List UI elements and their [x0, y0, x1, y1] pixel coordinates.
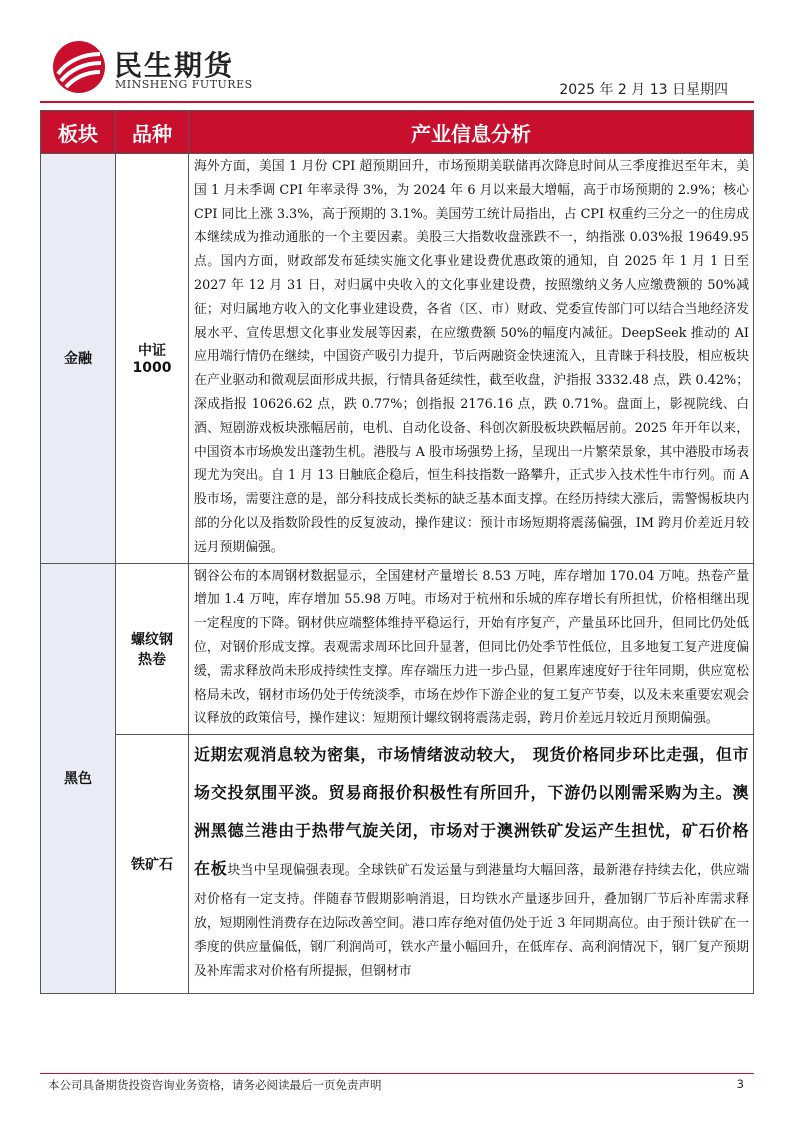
analysis-cell: 海外方面，美国 1 月份 CPI 超预期回升，市场预期美联储再次降息时间从三季度推迟至年末，美国 1 月未季调 CPI 年率录得 3%，为 2024 年 6 月以来最大增幅，高于市场预期的 2.9%；核心 CPI 同比上涨 3.3%，高于预期的 3.1%。美国劳工统计局指出，占 CPI 权重约三分之一的住房成本继续成为推动通胀的一个主要因素。美股三大指数收盘涨跌不一，纳指涨 0.03%报 19649.95 点。国内方面，财政部发布延续实施文化事业建设费优惠政策的通知，自 2025 年 1 月 1 日至 2027 年 12 月 31 日，对归属中央收入的文化事业建设费，按照缴纳义务人应缴费额的 50%减征；对归属地方收入的文化事业建设费，各省（区、市）财政、党委宣传部门可以结合当地经济发展水平、宣传思想文化事业发展等因素，在应缴费额 50%的幅度内减征。DeepSeek 推动的 AI 应用端行情仍在继续，中国资产吸引力提升，节后两融资金快速流入，且青睐于科技股，相应板块在产业驱动和微观层面形成共振，行情具备延续性，截至收盘，沪指报 3332.48 点，跌 0.42%；深成指报 10626.62 点，跌 0.77%；创指报 2176.16 点，跌 0.71%。盘面上，影视院线、白酒、短剧游戏板块涨幅居前，电机、自动化设备、科创次新股板块跌幅居前。2025 年开年以来，中国资本市场焕发出蓬勃生机。港股与 A 股市场强势上扬，呈现出一片繁荣景象，其中港股市场表现尤为突出。自 1 月 13 日触底企稳后，恒生科技指数一路攀升，正式步入技术性牛市行列。而 A 股市场，需要注意的是，部分科技成长类标的缺乏基本面支撑。在经历持续大涨后，需警惕板块内部的分化以及指数阶段性的反复波动，操作建议：预计市场短期将震荡偏强，IM 跨月价差近月较远月预期偏强。	[189, 154, 754, 564]
header-divider	[40, 101, 754, 103]
variety-cell: 螺纹钢 热卷	[116, 563, 189, 735]
minsheng-logo-icon	[52, 40, 106, 94]
variety-cell: 铁矿石	[116, 735, 189, 994]
analysis-emphasis: 近期宏观消息较为密集，市场情绪波动较大， 现货价格同步环比走强，但市场交投氛围平淡。贸易商报价积极性有所回升，下游仍以刚需采购为主。澳洲黑德兰港由于热带气旋关闭，市场对于澳洲铁矿发运产生担忧，矿石价格在板	[194, 745, 749, 879]
brand-name-en: MINSHENG FUTURES	[115, 78, 253, 91]
footer-disclaimer: 本公司具备期货投资咨询业务资格，请务必阅读最后一页免责声明	[48, 1078, 382, 1092]
header-variety: 品种	[116, 111, 189, 154]
table-row	[41, 563, 754, 735]
analysis-table	[40, 110, 754, 994]
header-sector: 板块	[41, 111, 116, 154]
header-analysis: 产业信息分析	[189, 111, 754, 154]
footer-divider	[40, 1073, 754, 1074]
page-number: 3	[736, 1077, 744, 1091]
table-header-row	[41, 111, 754, 154]
sector-cell: 金融	[41, 154, 116, 564]
analysis-body: 块当中呈现偏强表现。全球铁矿石发运量与到港量均大幅回落，最新港存持续去化，供应端对价格有一定支持。伴随春节假期影响消退，日均铁水产量逐步回升，叠加钢厂节后补库需求释放，短期刚性消费存在边际改善空间。港口库存绝对值仍处于近 3 年同期高位。由于预计铁矿在一季度的供应量偏低，钢厂利润尚可，铁水产量小幅回升，在低库存、高利润情况下，钢厂复产预期及补库需求对价格有所提振，但钢材市	[194, 863, 749, 979]
variety-cell: 中证 1000	[116, 154, 189, 564]
analysis-cell	[189, 735, 754, 994]
analysis-cell: 钢谷公布的本周钢材数据显示，全国建材产量增长 8.53 万吨，库存增加 170.04 万吨。热卷产量增加 1.4 万吨，库存增加 55.98 万吨。市场对于杭州和乐城的库存增长有所担忧，价格相继出现一定程度的下降。钢材供应端整体维持平稳运行，开始有序复产，产量虽环比回升，但同比仍处低位，对钢价形成支撑。表观需求周环比回升显著，但同比仍处季节性低位，且多地复工复产进度偏缓，需求释放尚未形成持续性支撑。库存端压力进一步凸显，但累库速度好于往年同期，供应宽松格局未改，钢材市场仍处于传统淡季，市场在炒作下游企业的复工复产节奏，以及未来重要宏观会议释放的政策信号，操作建议：短期预计螺纹钢将震荡走弱，跨月价差远月较近月预期偏强。	[189, 563, 754, 735]
table-row	[41, 735, 754, 994]
brand-name-cn: 民生期货	[114, 49, 235, 82]
page-header	[0, 0, 794, 102]
analysis-text-clip	[194, 736, 749, 990]
table-row	[41, 154, 754, 564]
report-date: 2025 年 2 月 13 日星期四	[559, 82, 728, 98]
sector-cell: 黑色	[41, 563, 116, 994]
